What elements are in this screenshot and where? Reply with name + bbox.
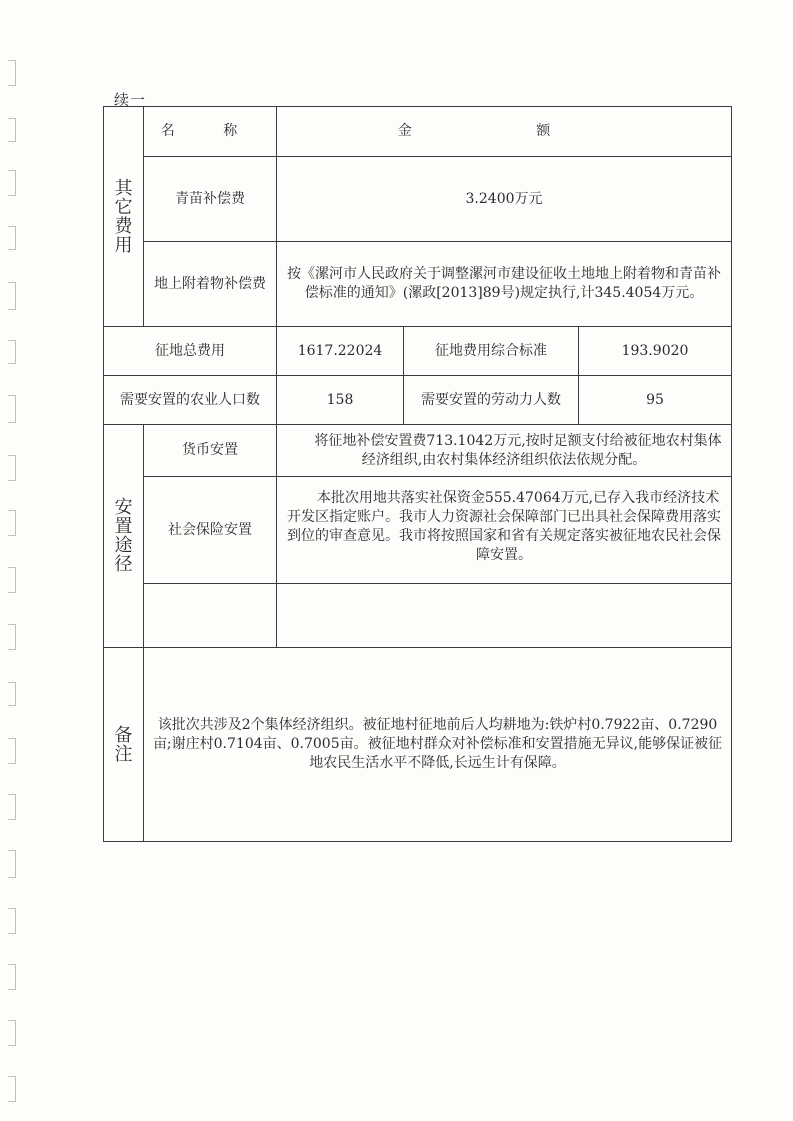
binder-mark: [8, 794, 16, 820]
binder-mark: [8, 1020, 16, 1046]
continued-label: 续一: [114, 91, 147, 109]
binder-mark: [8, 170, 16, 196]
fee-amount-attachments: 按《漯河市人民政府关于调整漯河市建设征收土地地上附着物和青苗补偿标准的通知》(漯政[2013]89号)规定执行,计345.4054万元。: [277, 242, 732, 327]
binder-mark: [8, 738, 16, 764]
resettlement-section-label: 安 置 途 径: [104, 425, 144, 648]
other-fees-section-label: 其 它 费 用: [104, 107, 144, 327]
land-acquisition-form: [103, 106, 732, 842]
binder-mark: [8, 60, 16, 86]
column-header-amount: 金 额: [277, 107, 732, 157]
column-header-name: 名 称: [144, 107, 277, 157]
agri-population-label: 需要安置的农业人口数: [104, 376, 277, 425]
total-fee-value: 1617.22024: [277, 327, 404, 376]
resettlement-name-social-insurance: 社会保险安置: [144, 477, 277, 584]
binder-mark: [8, 395, 16, 423]
standard-label: 征地费用综合标准: [404, 327, 579, 376]
binder-mark: [8, 908, 16, 934]
binder-mark: [8, 455, 16, 481]
fee-name-seedling: 青苗补偿费: [144, 157, 277, 242]
binder-mark: [8, 624, 16, 650]
binder-mark: [8, 850, 16, 878]
binder-mark: [8, 226, 16, 250]
resettlement-name-empty: [144, 584, 277, 648]
binder-mark: [8, 510, 16, 536]
fee-amount-seedling: 3.2400万元: [277, 157, 732, 242]
remarks-text: 该批次共涉及2个集体经济组织。被征地村征地前后人均耕地为:铁炉村0.7922亩、0.7290亩;谢庄村0.7104亩、0.7005亩。被征地村群众对补偿标准和安置措施无异议,能够保证被征地农民生活水平不降低,长远生计有保障。: [144, 648, 732, 842]
resettlement-text-monetary: 将征地补偿安置费713.1042万元,按时足额支付给被征地农村集体经济组织,由农村集体经济组织依法依规分配。: [277, 425, 732, 477]
remarks-section-label: 备 注: [104, 648, 144, 842]
binder-mark: [8, 1076, 16, 1102]
binder-mark: [8, 964, 16, 990]
resettlement-name-monetary: 货币安置: [144, 425, 277, 477]
resettlement-text-social-insurance: 本批次用地共落实社保资金555.47064万元,已存入我市经济技术开发区指定账户。我市人力资源社会保障部门已出具社会保障费用落实到位的审查意见。我市将按照国家和省有关规定落实被征地农民社会保障安置。: [277, 477, 732, 584]
standard-value: 193.9020: [579, 327, 732, 376]
binder-mark: [8, 282, 16, 310]
binder-mark: [8, 567, 16, 593]
binder-mark: [8, 682, 16, 706]
binder-mark: [8, 118, 16, 142]
agri-population-value: 158: [277, 376, 404, 425]
labor-count-value: 95: [579, 376, 732, 425]
labor-count-label: 需要安置的劳动力人数: [404, 376, 579, 425]
fee-name-attachments: 地上附着物补偿费: [144, 242, 277, 327]
total-fee-label: 征地总费用: [104, 327, 277, 376]
binder-mark: [8, 340, 16, 364]
resettlement-text-empty: [277, 584, 732, 648]
